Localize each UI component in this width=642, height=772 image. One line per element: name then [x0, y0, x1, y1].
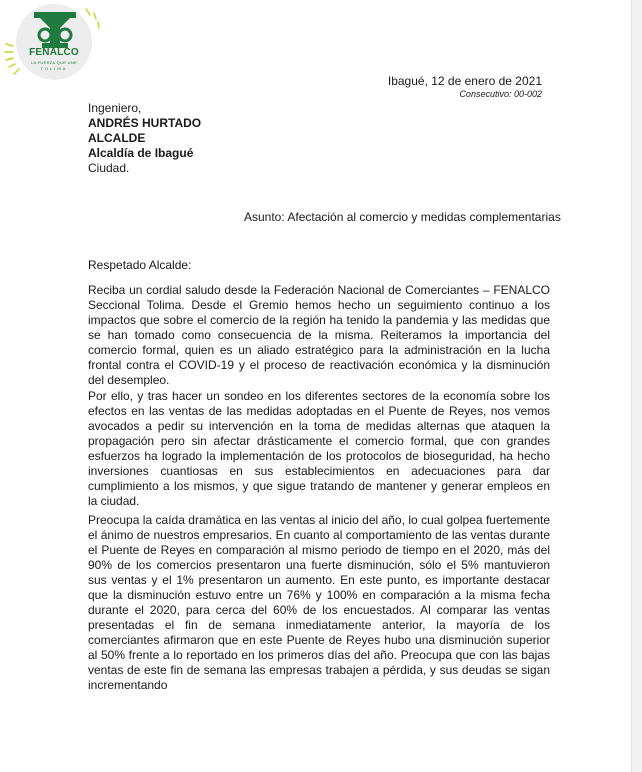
fenalco-logo — [2, 4, 102, 86]
recipient-position: ALCALDE — [88, 131, 146, 145]
recipient-name: ANDRÉS HURTADO — [88, 116, 202, 130]
letter-greeting: Respetado Alcalde: — [88, 258, 192, 272]
recipient-block — [88, 101, 201, 176]
vertical-scrollbar[interactable] — [631, 0, 642, 772]
consecutive-number: Consecutivo: 00-002 — [459, 89, 542, 99]
letter-date: Ibagué, 12 de enero de 2021 — [387, 74, 542, 88]
body-paragraph: Reciba un cordial saludo desde la Federación Nacional de Comerciantes – FENALCO Seccional Tolima. Desde el Gremio hemos hecho un seguimiento continuo a los impactos que sobre el comercio de la región ha tenido la pandemia y las medidas que se han tomado como consecuencia de la misma. Reiteramos la importancia del comercio formal, quien es un aliado estratégico para la administración en la lucha frontal contra el COVID-19 y el proceso de reactivación económica y la disminución del desempleo. — [88, 283, 550, 387]
recipient-city: Ciudad. — [88, 161, 130, 175]
brand-tagline: LA FUERZA QUE UNE — [31, 60, 77, 65]
letter-subject: Asunto: Afectación al comercio y medidas complementarias — [244, 210, 561, 224]
fenalco-emblem-icon — [32, 10, 78, 50]
body-paragraph: Por ello, y tras hacer un sondeo en los diferentes sectores de la economía sobre los efectos en las ventas de las medidas adoptadas en el Puente de Reyes, nos vemos avocados a pedir su intervención en la toma de medidas alternas que ataquen la propagación pero sin afectar drásticamente el comercio formal, que con grandes esfuerzos ha logrado la implementación de los protocolos de bioseguridad, ha hecho inversiones cuantiosas en sus establecimientos en adecuaciones para dar cumplimiento a los mismos, y que sigue tratando de mantener y generar empleos en la ciudad. — [88, 389, 550, 508]
recipient-title: Ingeniero, — [88, 101, 142, 115]
recipient-organization: Alcaldía de Ibagué — [88, 146, 194, 160]
brand-name: FENALCO — [29, 47, 79, 58]
body-paragraph: Preocupa la caída dramática en las ventas al inicio del año, lo cual golpea fuertemente el ánimo de nuestros empresarios. En cuanto al comportamiento de las ventas durante el Puente de Reyes en comparación al mismo periodo de tiempo en el 2020, más del 90% de los comercios presentaron una fuerte disminución, sólo el 5% mantuvieron sus ventas y el 1% presentaron un aumento. En este punto, es importante destacar que la disminución estuvo entre un 76% y 100% en comparación a la misma fecha durante el 2020, para cerca del 60% de los encuestados. Al comparar las ventas presentadas el fin de semana inmediatamente anterior, la mayoría de los comerciantes afirmaron que en este Puente de Reyes hubo una disminución superior al 50% frente a lo reportado en los primeros días del año. Preocupa que con las bajas ventas de este fin de semana las empresas trabajen a pérdida, y sus deudas se sigan incrementando — [88, 513, 550, 692]
brand-region: TOLIMA — [40, 66, 68, 71]
